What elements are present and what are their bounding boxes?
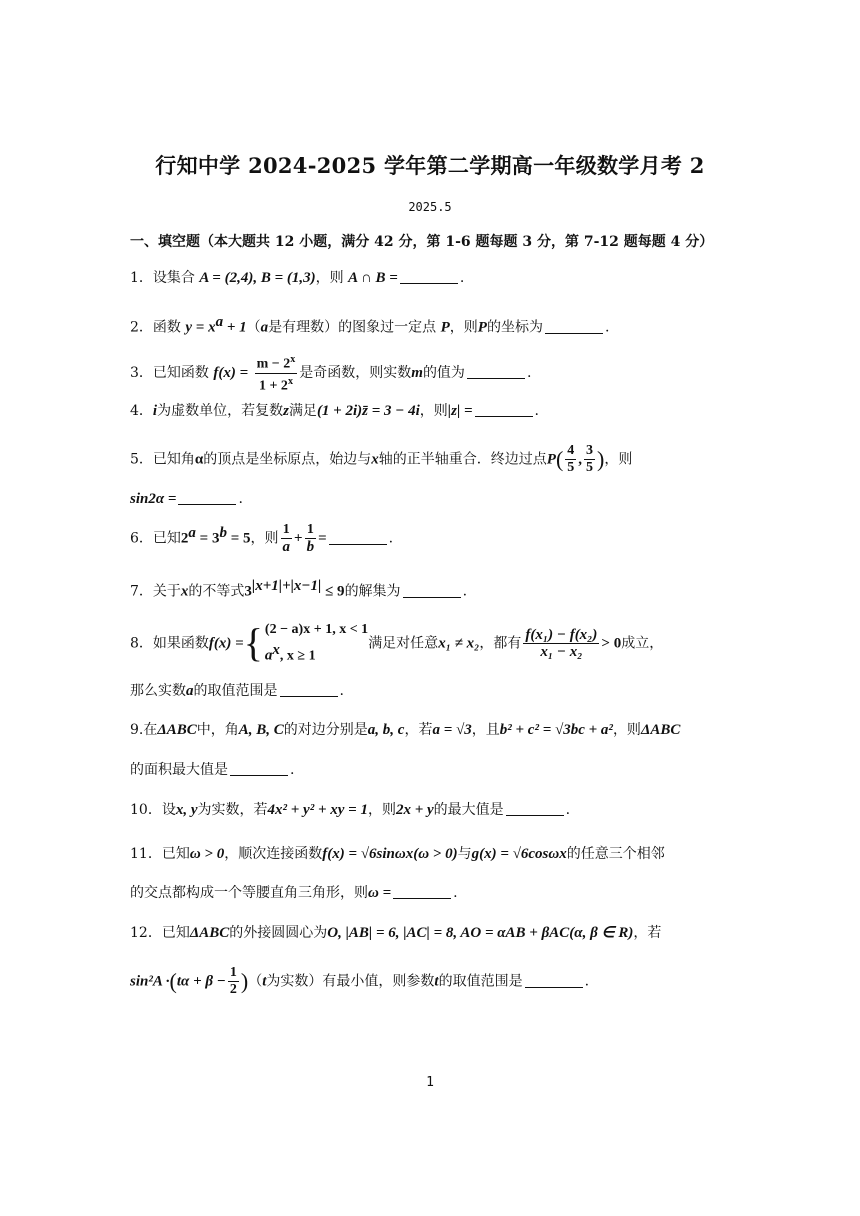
- question-9: 9.在ΔABC中，角A, B, C的对边分别是a, b, c，若a = √3，且b² + c² = √3bc + a²，则ΔABC: [130, 722, 681, 738]
- answer-blank[interactable]: [506, 815, 564, 816]
- fraction: $\frac{4}{5}$: [567, 443, 575, 475]
- exam-date: 2025.5: [408, 200, 452, 214]
- question-7: 7．关于x的不等式$3^{|x+1|+|x-1|} \le 9$的解集为 .: [130, 578, 468, 600]
- question-1: 1．设集合 A = (2,4), B = (1,3)，则 A ∩ B = .: [130, 270, 465, 286]
- fraction: $\frac{1}{b}$: [306, 522, 315, 555]
- question-12: 12．已知ΔABC的外接圆圆心为O, |AB| = 6, |AC| = 8, AO = αAB + βAC(α, β ∈ R)，若: [130, 925, 662, 941]
- answer-blank[interactable]: [400, 283, 458, 284]
- fraction: $\frac{1}{a}$: [282, 522, 291, 555]
- question-10: 10．设x, y为实数，若4x² + y² + xy = 1，则2x + y的最大值是 .: [130, 802, 571, 818]
- answer-blank[interactable]: [525, 987, 583, 988]
- question-5-line-2: sin2α = .: [130, 491, 243, 507]
- answer-blank[interactable]: [467, 378, 525, 379]
- answer-blank[interactable]: [329, 544, 387, 545]
- answer-blank[interactable]: [393, 898, 451, 899]
- fraction: $\frac{3}{5}$: [586, 443, 594, 475]
- fraction: $\frac{m - 2^x}{1 + 2^x}$: [256, 354, 296, 394]
- page-title: 行知中学 2024-2025 学年第二学期高一年级数学月考 2: [155, 153, 705, 178]
- question-11-line-2: 的交点都构成一个等腰直角三角形，则ω = .: [130, 885, 458, 901]
- answer-blank[interactable]: [545, 333, 603, 334]
- answer-blank[interactable]: [475, 416, 533, 417]
- answer-blank[interactable]: [280, 696, 338, 697]
- answer-blank[interactable]: [230, 775, 288, 776]
- question-2: 2．函数 $y = x^a + 1(a$是有理数）的图象过一定点 P，则P的坐标为 .: [130, 314, 610, 336]
- question-6: 6．已知$2^a = 3^b = 5$，则 $\frac{1}{a}$ + $\frac{1}{b}$ = .: [130, 522, 394, 555]
- fraction: $\frac{1}{2}$: [229, 965, 237, 997]
- question-8-line-2: 那么实数a的取值范围是 .: [130, 683, 344, 699]
- question-11: 11．已知ω > 0，顺次连接函数f(x) = √6sinωx(ω > 0)与g(x) = √6cosωx的任意三个相邻: [130, 846, 665, 862]
- page-number: 1: [426, 1075, 434, 1090]
- section-heading: 一、填空题（本大题共 12 小题，满分 42 分，第 1-6 题每题 3 分，第 7-12 题每题 4 分）: [130, 234, 714, 250]
- question-3: 3．已知函数 f(x) = $\frac{m - 2^x}{1 + 2^x}$ 是奇函数，则实数m的值为 .: [130, 354, 532, 394]
- answer-blank[interactable]: [403, 597, 461, 598]
- piecewise-brace: { (2 − a)x + 1, x < 1 $a^x$, x ≥ 1: [243, 620, 369, 666]
- question-8: 8．如果函数f(x) = { (2 − a)x + 1, x < 1 $a^x$, x ≥ 1 满足对任意x₁ ≠ x₂，都有 $\frac{\text{f(x₁) − f(x₂)}}{\text{x₁ − x₂}}$ > 0成立，: [130, 620, 664, 666]
- question-5: 5．已知角α的顶点是坐标原点，始边与x轴的正半轴重合．终边过点P( $\frac{4}{5}$ , $\frac{3}{5}$ )，则: [130, 443, 633, 475]
- answer-blank[interactable]: [178, 504, 236, 505]
- fraction: $\frac{\text{f(x₁) − f(x₂)}}{\text{x₁ − x₂}}$: [525, 626, 598, 660]
- question-12-line-2: sin²A ·(tα + β − $\frac{1}{2}$ )（t为实数）有最小值，则参数t的取值范围是 .: [130, 965, 590, 997]
- question-4: 4．i为虚数单位，若复数z满足(1 + 2i)z̄ = 3 − 4i，则|z| = .: [130, 403, 539, 419]
- question-9-line-2: 的面积最大值是 .: [130, 762, 295, 778]
